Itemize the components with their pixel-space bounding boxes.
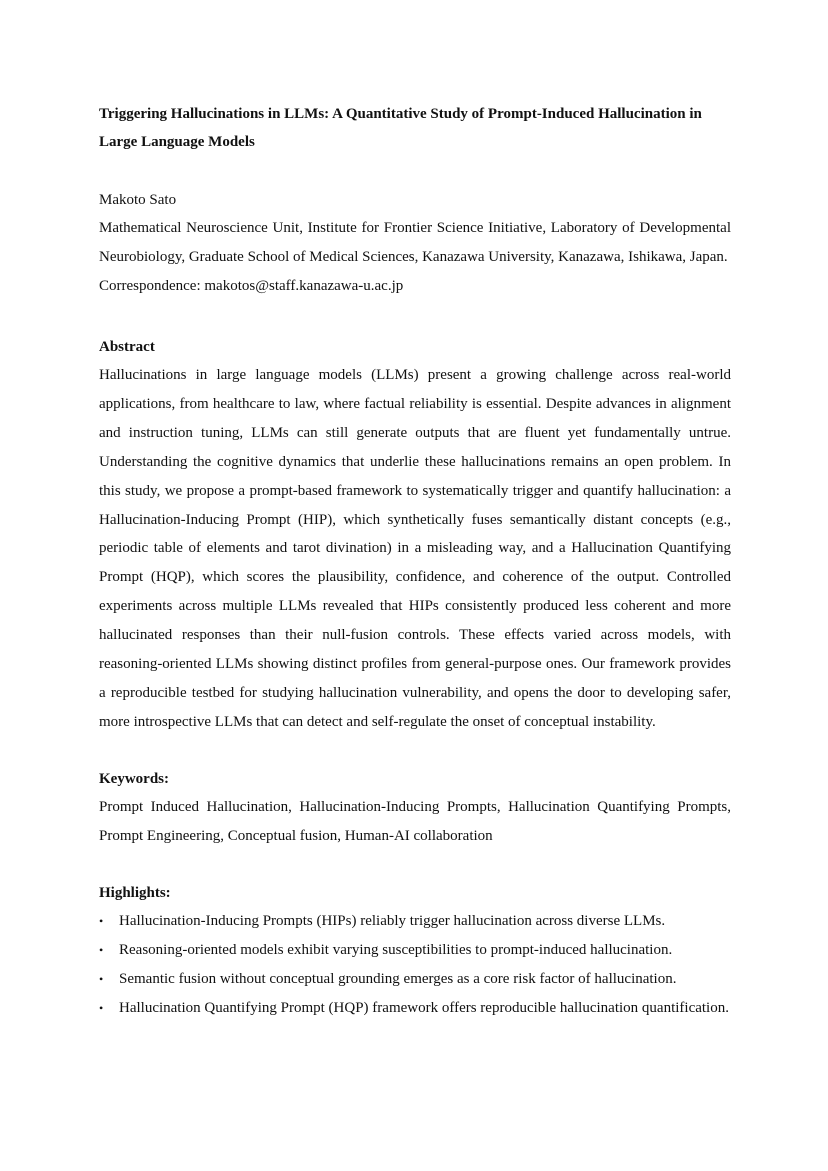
highlight-item <box>99 936 731 965</box>
abstract-heading: Abstract <box>99 339 155 355</box>
highlight-text: Hallucination-Inducing Prompts (HIPs) reliably trigger hallucination across diverse LLMs. <box>119 912 666 929</box>
author-affiliation: Mathematical Neuroscience Unit, Institute for Frontier Science Initiative, Laboratory of Developmental Neurobiology, Graduate School of Medical Sciences, Kanazawa University, Kanazawa, Ishikawa, Japan. <box>99 220 731 265</box>
paper-first-page <box>99 100 731 1023</box>
highlights-heading: Highlights: <box>99 884 171 901</box>
abstract-body: Hallucinations in large language models (LLMs) present a growing challenge across real-world applications, from healthcare to law, where factual reliability is essential. Despite advances in alignment and instruction tuning, LLMs can still generate outputs that are fluent yet fundamentally untrue. Understanding the cognitive dynamics that underlie these hallucinations remains an open problem. In this study, we propose a prompt-based framework to systematically trigger and quantify hallucination: a Hallucination-Inducing Prompt (HIP), which synthetically fuses semantically distant concepts (e.g., periodic table of elements and tarot divination) in a misleading way, and a Hallucination Quantifying Prompt (HQP), which scores the plausibility, confidence, and coherence of the output. Controlled experiments across multiple LLMs revealed that HIPs consistently produced less coherent and more hallucinated responses than their null-fusion controls. These effects varied across models, with reasoning-oriented LLMs showing distinct profiles from general-purpose ones. Our framework provides a reproducible testbed for studying hallucination vulnerability, and opens the door to developing safer, more introspective LLMs that can detect and self-regulate the onset of conceptual instability. <box>99 367 731 730</box>
correspondence-line: Correspondence: makotos@staff.kanazawa-u.ac.jp <box>99 278 404 294</box>
highlight-item <box>99 907 731 936</box>
keywords-heading: Keywords: <box>99 770 169 787</box>
highlight-item <box>99 994 731 1023</box>
highlight-item <box>99 965 731 994</box>
paper-title: Triggering Hallucinations in LLMs: A Quantitative Study of Prompt-Induced Hallucination in Large Language Models <box>99 106 702 150</box>
bullet-icon: • <box>99 971 104 986</box>
keywords-body: Prompt Induced Hallucination, Hallucination-Inducing Prompts, Hallucination Quantifying Prompts, Prompt Engineering, Conceptual fusion, Human-AI collaboration <box>99 798 731 844</box>
highlight-text: Semantic fusion without conceptual grounding emerges as a core risk factor of hallucination. <box>119 970 677 987</box>
highlight-text: Hallucination Quantifying Prompt (HQP) framework offers reproducible hallucination quantification. <box>119 999 729 1016</box>
highlight-text: Reasoning-oriented models exhibit varying susceptibilities to prompt-induced hallucination. <box>119 941 673 958</box>
bullet-icon: • <box>99 1000 104 1015</box>
author-name: Makoto Sato <box>99 192 177 208</box>
bullet-icon: • <box>99 942 104 957</box>
bullet-icon: • <box>99 913 104 928</box>
highlights-list <box>99 907 731 1023</box>
